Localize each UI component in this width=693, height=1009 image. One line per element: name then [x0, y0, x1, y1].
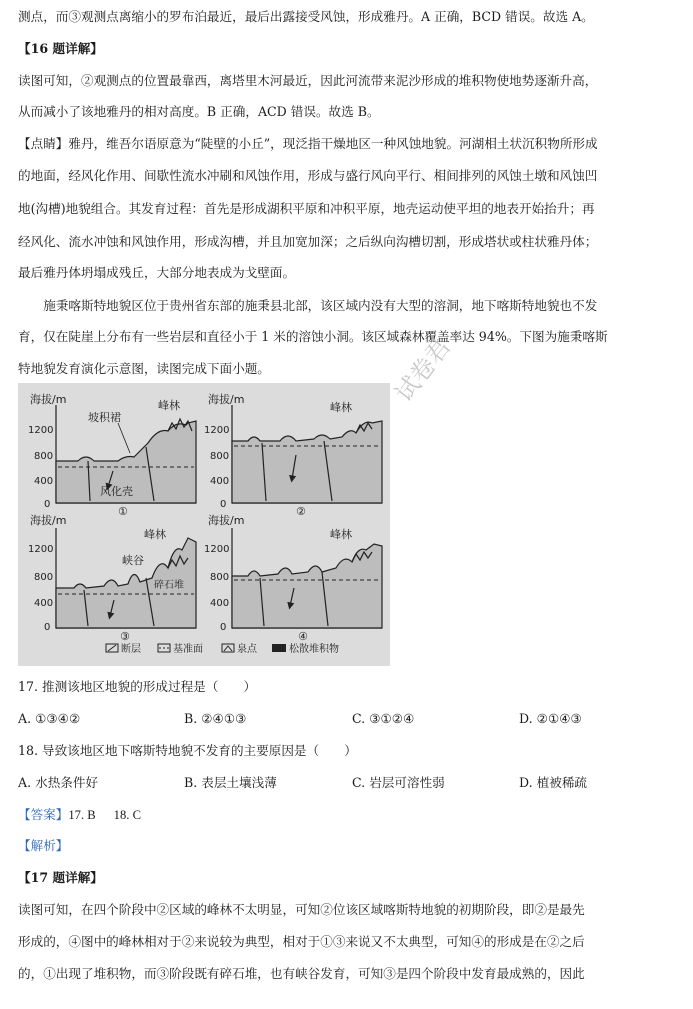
q18-option-a[interactable]: A. 水热条件好 [18, 775, 99, 790]
panel-number-1: ① [118, 505, 128, 518]
svg-text:1200: 1200 [204, 544, 230, 555]
svg-text:1200: 1200 [204, 425, 230, 436]
answer-18: 18. C [113, 808, 141, 822]
analysis-label: 【解析】 [18, 838, 69, 853]
panel-number-4: ④ [298, 630, 308, 643]
svg-text:1200: 1200 [28, 425, 54, 436]
q17-option-b[interactable]: B. ②④①③ [184, 711, 247, 726]
svg-text:800: 800 [210, 451, 230, 462]
svg-text:1200: 1200 [28, 544, 54, 555]
text-line: 施秉喀斯特地貌区位于贵州省东部的施秉县北部，该区域内没有大型的溶洞，地下喀斯特地貌也不发 [18, 298, 598, 313]
q18-option-b[interactable]: B. 表层土壤浅薄 [184, 775, 277, 790]
q18-option-c[interactable]: C. 岩层可溶性弱 [352, 775, 445, 790]
q17-option-c[interactable]: C. ③①②④ [352, 711, 415, 726]
text-line: 特地貌发育演化示意图，读图完成下面小题。 [18, 361, 270, 376]
q17-option-d[interactable]: D. ②①④③ [519, 711, 582, 726]
label-fenglin: 峰林 [158, 399, 180, 412]
text-line: 读图可知，②观测点的位置最靠西，离塔里木河最近，因此河流带来泥沙形成的堆积物使地势逐渐升高， [18, 73, 598, 88]
panel-3 [28, 513, 196, 643]
svg-text:400: 400 [34, 598, 54, 609]
svg-text:峰林: 峰林 [144, 528, 166, 541]
legend-deposit: 松散堆积物 [289, 644, 339, 655]
text-line: 的地面，经风化作用、间歇性流水冲刷和风蚀作用，形成与盛行风向平行、相间排列的风蚀土墩和风蚀凹 [18, 168, 598, 183]
text-line: 的，①出现了堆积物，而③阶段既有碎石堆，也有峡谷发育，可知③是四个阶段中发育最成熟的，因此 [18, 966, 585, 981]
svg-text:0: 0 [44, 499, 51, 510]
answer-line [18, 806, 678, 824]
svg-text:800: 800 [210, 572, 230, 583]
svg-text:400: 400 [34, 476, 54, 487]
text-line: 【点睛】雅丹，维吾尔语原意为“陡壁的小丘”，现泛指干燥地区一种风蚀地貌。河湖相土状沉积物所形成 [18, 136, 598, 151]
text-line: 育，仅在陡崖上分布有一些岩层和直径小于 1 米的溶蚀小洞。该区域森林覆盖率达 94%。下图为施秉喀斯 [18, 329, 608, 344]
legend-spring: 泉点 [237, 644, 257, 655]
q17-option-a[interactable]: A. ①③④② [18, 711, 81, 726]
svg-text:0: 0 [220, 622, 227, 633]
answer-label: 【答案】 [18, 807, 69, 822]
text-line: 读图可知，在四个阶段中②区域的峰林不太明显，可知②位该区域喀斯特地貌的初期阶段，即②是最先 [18, 902, 585, 917]
panel-number-3: ③ [120, 630, 130, 643]
text-line: 测点，而③观测点离缩小的罗布泊最近，最后出露接受风蚀，形成雅丹。A 正确，BCD 错误。故选 A。 [18, 9, 594, 24]
q18-option-d[interactable]: D. 植被稀疏 [519, 775, 588, 790]
svg-text:峰林: 峰林 [330, 401, 352, 414]
y-axis-label: 海拔/m [30, 393, 67, 406]
panel-1 [28, 392, 196, 518]
figure-legend [106, 642, 339, 655]
svg-text:800: 800 [34, 451, 54, 462]
text-line: 地(沟槽)地貌组合。其发育过程：首先是形成湖积平原和冲积平原，地壳运动使平坦的地表开始抬升；再 [18, 201, 595, 216]
label-fenghuake: 风化壳 [100, 485, 133, 498]
text-line: 经风化、流水冲蚀和风蚀作用，形成沟槽，并且加宽加深；之后纵向沟槽切割，形成塔状或柱状雅丹体； [18, 234, 598, 249]
svg-text:0: 0 [44, 622, 51, 633]
text-line: 从而减小了该地雅丹的相对高度。B 正确，ACD 错误。故选 B。 [18, 104, 380, 119]
svg-text:海拔/m: 海拔/m [208, 514, 245, 527]
label-podi: 坡积裙 [88, 411, 121, 424]
svg-text:峰林: 峰林 [330, 528, 352, 541]
section-heading: 【16 题详解】 [18, 41, 103, 56]
svg-text:海拔/m: 海拔/m [208, 393, 245, 406]
answer-17: 17. B [68, 808, 96, 822]
question-17-stem: 17. 推测该地区地貌的形成过程是（ ） [18, 679, 257, 694]
question-18-stem: 18. 导致该地区地下喀斯特地貌不发育的主要原因是（ ） [18, 743, 357, 758]
panel-number-2: ② [296, 505, 306, 518]
watermark: 试卷君 [389, 332, 457, 407]
svg-text:0: 0 [220, 499, 227, 510]
svg-text:400: 400 [210, 476, 230, 487]
legend-base: 基准面 [173, 644, 203, 655]
label-suishidui: 碎石堆 [154, 580, 184, 591]
panel-4 [204, 513, 382, 643]
svg-text:400: 400 [210, 598, 230, 609]
text-line: 最后雅丹体坍塌成残丘，大部分地表成为戈壁面。 [18, 265, 296, 280]
svg-text:海拔/m: 海拔/m [30, 514, 67, 527]
section-heading: 【17 题详解】 [18, 870, 103, 885]
text-line: 形成的，④图中的峰林相对于②来说较为典型，相对于①③来说又不太典型，可知④的形成是在②之后 [18, 934, 585, 949]
label-xiagu: 峡谷 [122, 554, 144, 567]
legend-fault: 断层 [121, 644, 141, 655]
svg-text:800: 800 [34, 572, 54, 583]
panel-2 [204, 392, 382, 518]
karst-evolution-figure [18, 383, 390, 666]
